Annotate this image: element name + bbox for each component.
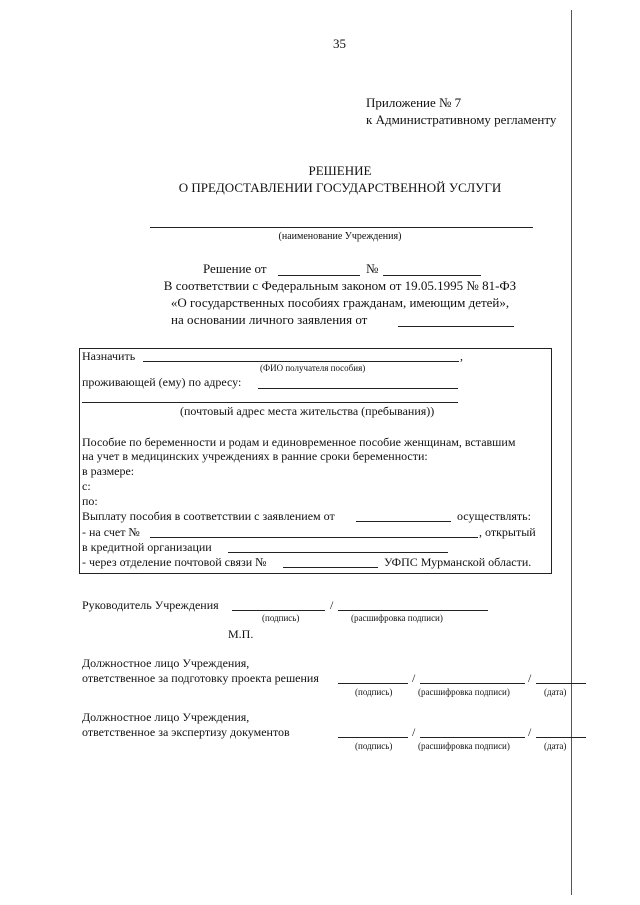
official1-signature-field[interactable] [338,683,408,684]
institution-line [150,227,533,228]
period-from-label: с: [82,479,91,493]
official1-slash2: / [528,671,532,685]
page-number: 35 [333,36,346,51]
assign-label: Назначить [82,349,136,363]
official2-decode-field[interactable] [420,737,525,738]
head-decode-caption: (расшифровка подписи) [351,613,443,623]
official2-role: ответственное за экспертизу документов [82,725,290,739]
post-office-region: УФПС Мурманской области. [384,555,532,569]
payment-label: Выплату пособия в соответствии с заявлением от [82,509,335,523]
application-date-field[interactable] [398,326,514,327]
benefit-description: Пособие по беременности и родам и единовременное пособие женщинам, вставшим [82,435,516,449]
recipient-name-field[interactable] [143,361,459,362]
document-title: РЕШЕНИЕ [308,163,372,178]
payment-method-label: осуществлять: [457,509,531,523]
official2-title: Должностное лицо Учреждения, [82,710,250,724]
head-signature-field[interactable] [232,610,325,611]
credit-org-label: в кредитной организации [82,540,212,554]
official2-date-field[interactable] [536,737,586,738]
residing-label: проживающей (ему) по адресу: [82,375,242,389]
official1-slash1: / [412,671,416,685]
official2-slash1: / [412,725,416,739]
amount-label: в размере: [82,464,135,478]
appendix-regulation: к Административному регламенту [366,112,557,127]
account-label: - на счет № [82,525,140,539]
decision-number-label: № [366,261,379,276]
law-reference: В соответствии с Федеральным законом от 19.05.1995 № 81-ФЗ [163,278,517,293]
decision-from-label: Решение от [203,261,267,276]
official1-title: Должностное лицо Учреждения, [82,656,250,670]
credit-org-field[interactable] [228,552,448,553]
official2-decode-caption: (расшифровка подписи) [418,741,510,751]
head-slash: / [330,598,334,612]
official2-slash2: / [528,725,532,739]
official2-signature-field[interactable] [338,737,408,738]
official1-role: ответственное за подготовку проекта решения [82,671,319,685]
benefit-description-cont: на учет в медицинских учреждениях в ранние сроки беременности: [82,449,428,463]
head-sign-caption: (подпись) [262,613,300,623]
scan-edge-line [571,10,572,895]
payment-date-field[interactable] [356,521,451,522]
official1-sign-caption: (подпись) [355,687,393,697]
post-office-field[interactable] [283,567,378,568]
head-signature-decode-field[interactable] [338,610,488,611]
official1-decode-caption: (расшифровка подписи) [418,687,510,697]
address-caption: (почтовый адрес места жительства (пребывания)) [180,404,435,418]
official2-date-caption: (дата) [544,741,567,751]
official1-date-caption: (дата) [544,687,567,697]
official1-date-field[interactable] [536,683,586,684]
appendix-number: Приложение № 7 [366,95,462,110]
address-field-line2[interactable] [82,402,458,403]
document-subtitle: О ПРЕДОСТАВЛЕНИИ ГОСУДАРСТВЕННОЙ УСЛУГИ [178,180,502,195]
decision-number-field[interactable] [383,275,481,276]
head-label: Руководитель Учреждения [82,598,219,612]
account-opened-label: , открытый [479,525,536,539]
application-basis: на основании личного заявления от [171,312,368,327]
official1-decode-field[interactable] [420,683,525,684]
decision-date-field[interactable] [278,275,360,276]
law-title: «О государственных пособиях гражданам, имеющим детей», [170,295,510,310]
period-to-label: по: [82,494,98,508]
account-number-field[interactable] [150,537,478,538]
post-office-label: - через отделение почтовой связи № [82,555,267,569]
assign-comma: , [460,349,463,363]
recipient-name-caption: (ФИО получателя пособия) [260,363,366,373]
address-field[interactable] [258,388,458,389]
official2-sign-caption: (подпись) [355,741,393,751]
seal-label: М.П. [228,627,254,641]
institution-caption: (наименование Учреждения) [278,231,402,242]
